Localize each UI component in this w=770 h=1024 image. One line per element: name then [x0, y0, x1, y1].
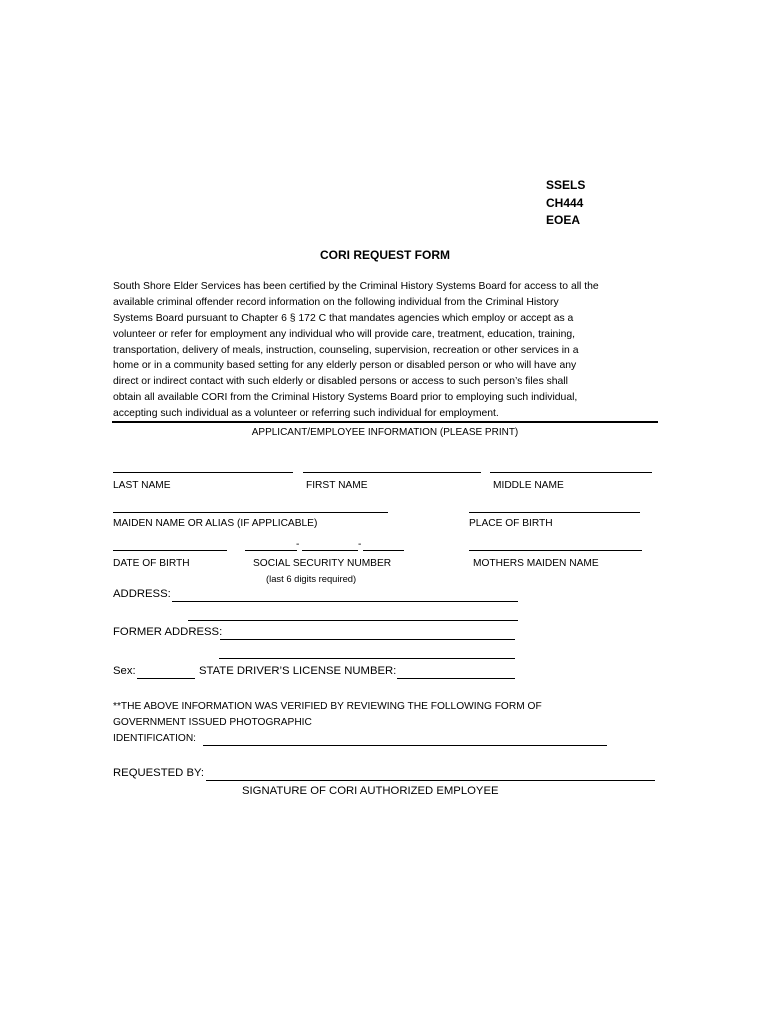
intro-line: direct or indirect contact with such elderly or disabled persons or access to such person’s files shall	[113, 376, 568, 388]
intro-line: accepting such individual as a volunteer or referring such individual for employment.	[113, 408, 499, 420]
intro-line: available criminal offender record information on the following individual from the Criminal History	[113, 296, 559, 308]
former-address-label: FORMER ADDRESS:	[113, 626, 223, 638]
requested-by-label: REQUESTED BY:	[113, 767, 205, 779]
requested-by-field[interactable]	[206, 780, 655, 781]
maiden-name-field[interactable]	[113, 512, 388, 513]
sex-field[interactable]	[137, 678, 195, 679]
section-heading: APPLICANT/EMPLOYEE INFORMATION (PLEASE PRINT)	[251, 427, 519, 438]
mothers-maiden-label: MOTHERS MAIDEN NAME	[473, 558, 599, 569]
form-code: CH444	[546, 195, 584, 210]
ssn-label: SOCIAL SECURITY NUMBER	[253, 558, 392, 569]
form-code: SSELS	[546, 178, 586, 192]
form-title: CORI REQUEST FORM	[319, 248, 450, 262]
ssn-field-part3[interactable]	[363, 550, 404, 551]
place-of-birth-label: PLACE OF BIRTH	[469, 518, 553, 529]
intro-line: Systems Board pursuant to Chapter 6 § 172 C that mandates agencies which employ or accept as a	[113, 312, 574, 324]
first-name-label: FIRST NAME	[306, 480, 368, 491]
maiden-name-label: MAIDEN NAME OR ALIAS (IF APPLICABLE)	[113, 518, 318, 529]
first-name-field[interactable]	[303, 472, 481, 473]
last-name-label: LAST NAME	[113, 480, 171, 491]
verification-statement: **THE ABOVE INFORMATION WAS VERIFIED BY REVIEWING THE FOLLOWING FORM OF	[113, 701, 542, 712]
intro-paragraph	[113, 279, 653, 422]
license-label: STATE DRIVER’S LICENSE NUMBER:	[199, 665, 397, 677]
mothers-maiden-field[interactable]	[469, 550, 642, 551]
ssn-dash: -	[358, 539, 362, 550]
signature-label: SIGNATURE OF CORI AUTHORIZED EMPLOYEE	[242, 785, 499, 797]
verification-statement-line2: GOVERNMENT ISSUED PHOTOGRAPHIC	[113, 717, 312, 728]
section-divider	[112, 421, 658, 423]
intro-line: South Shore Elder Services has been certified by the Criminal History Systems Board for access to all the	[113, 281, 599, 292]
form-code: EOEA	[546, 213, 581, 227]
intro-line: home or in a community based setting for any elderly person or disabled person or who will have any	[113, 360, 577, 372]
middle-name-field[interactable]	[490, 472, 652, 473]
address-label: ADDRESS:	[113, 588, 171, 600]
intro-line: transportation, delivery of meals, instruction, counseling, supervision, recreation or other services in a	[113, 344, 579, 356]
ssn-dash: -	[296, 539, 300, 550]
last-name-field[interactable]	[113, 472, 293, 473]
former-address-field-line2[interactable]	[219, 658, 515, 659]
sex-label: Sex:	[113, 665, 136, 677]
form-codes	[546, 177, 585, 230]
ssn-note: (last 6 digits required)	[266, 573, 357, 584]
place-of-birth-field[interactable]	[469, 512, 640, 513]
date-of-birth-field[interactable]	[113, 550, 227, 551]
identification-label: IDENTIFICATION:	[113, 733, 197, 744]
identification-field[interactable]	[203, 745, 607, 746]
address-field-line1[interactable]	[172, 601, 518, 602]
license-field[interactable]	[397, 678, 515, 679]
date-of-birth-label: DATE OF BIRTH	[113, 558, 190, 569]
intro-line: volunteer or refer for employment any individual who will provide care, treatment, education, training,	[113, 328, 576, 340]
intro-line: obtain all available CORI from the Criminal History Systems Board prior to employing such individual,	[113, 392, 578, 404]
former-address-field-line1[interactable]	[220, 639, 515, 640]
ssn-field-part2[interactable]	[302, 550, 358, 551]
address-field-line2[interactable]	[188, 620, 518, 621]
ssn-field-part1[interactable]	[245, 550, 297, 551]
middle-name-label: MIDDLE NAME	[493, 480, 564, 491]
